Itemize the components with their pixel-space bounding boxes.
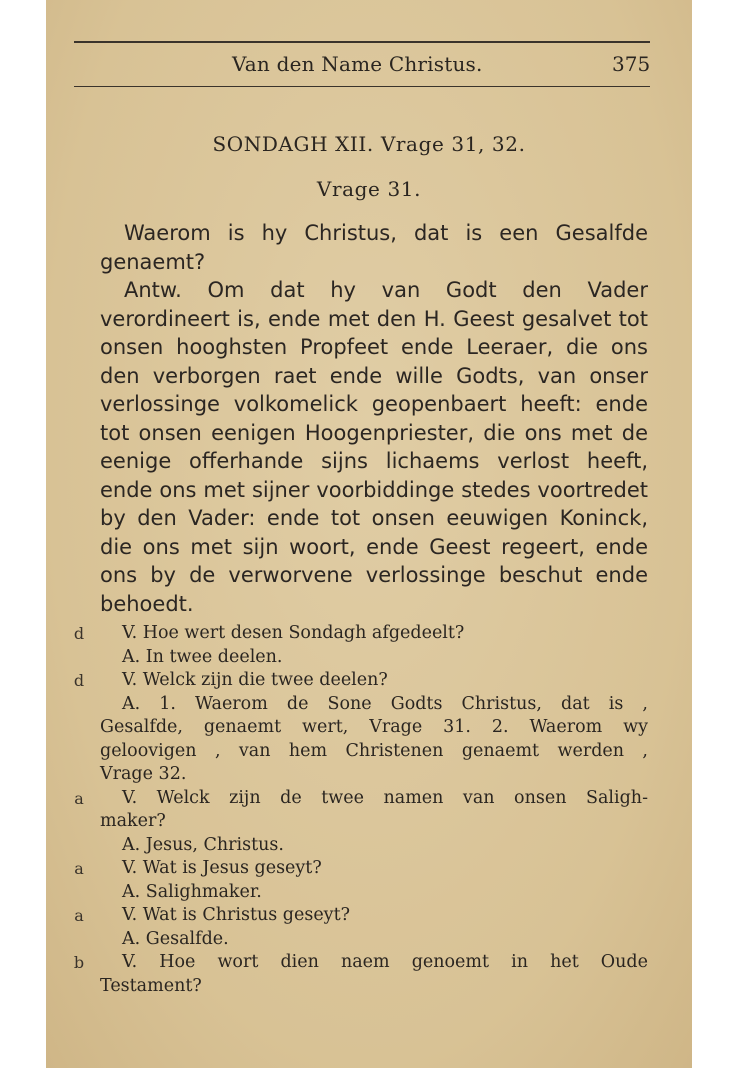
catechism-line (0, 646, 738, 670)
line-text: A. Jesus, Christus. (122, 834, 284, 855)
question-heading-text: Vrage 31. (316, 177, 422, 201)
section-heading (0, 132, 738, 156)
line-text: V. Wat is Jesus geseyt? (122, 858, 322, 878)
catechism-line (0, 951, 738, 975)
line-text: A. Gesalfde. (122, 928, 229, 949)
line-marker: d (73, 624, 85, 643)
section-heading-text: SONDAGH XII. Vrage 31, 32. (212, 132, 526, 156)
line-text: V. Welck zijn de twee namen van onsen Saligh- (122, 787, 648, 808)
header-bottom-rule (74, 86, 650, 87)
catechism-line (0, 928, 738, 952)
line-marker: a (74, 788, 84, 808)
catechism-line (0, 881, 738, 905)
catechism-line (0, 716, 738, 740)
line-text: V. Hoe wert desen Sondagh afgedeelt? (122, 623, 465, 643)
line-text: maker? (100, 811, 166, 831)
line-text: Vrage 32. (100, 764, 187, 784)
catechism-line (0, 763, 738, 787)
catechism-line (0, 787, 738, 811)
line-text: A. Salighmaker. (122, 881, 262, 902)
line-text: V. Hoe wort dien naem genoemt in het Oude (122, 952, 648, 972)
line-text: Gesalfde, genaemt wert, Vrage 31. 2. Waerom wy (100, 717, 648, 737)
answer-paragraph (100, 276, 648, 618)
line-marker: a (74, 906, 84, 925)
running-header-title: Van den Name Christus. (232, 52, 483, 76)
question-paragraph-text: Waerom is hy Christus, dat is een Gesalfde genaemt? (100, 221, 648, 274)
catechism-line (0, 740, 738, 764)
line-marker: b (73, 953, 85, 972)
catechism-line (0, 810, 738, 834)
answer-paragraph-text: Antw. Om dat hy van Godt den Vader verordineert is, ende met den H. Geest gesalvet tot onsen hooghsten Propfeet ende Leeraer, die ons den verborgen raet ende wille Godts, van onser verlossinge volkomelick geopenbaert heeft: ende tot onsen eenigen Hoogenpriester, die ons met de eenige offerhande sijns lichaems verlost heeft, ende ons met sijner voorbiddinge stedes voortredet by den Vader: ende tot onsen eeuwigen Koninck, die ons met sijn woort, ende Geest regeert, ende ons by de verworvene verlossinge beschut ende behoedt. (100, 278, 648, 616)
catechism-line (0, 975, 738, 999)
catechism-line (0, 834, 738, 858)
catechism-section (0, 622, 738, 998)
line-text: Testament? (100, 975, 202, 996)
question-paragraph (100, 219, 648, 276)
page-number: 375 (612, 52, 651, 76)
line-text: A. In twee deelen. (122, 646, 283, 667)
line-text: A. 1. Waerom de Sone Godts Christus, dat is , (122, 693, 648, 714)
catechism-line (0, 904, 738, 928)
catechism-line (0, 693, 738, 717)
line-text: V. Wat is Christus geseyt? (122, 905, 350, 925)
line-marker: a (74, 859, 84, 878)
question-heading (0, 177, 738, 201)
catechism-line (0, 669, 738, 693)
header-top-rule (74, 41, 650, 43)
line-text: geloovigen , van hem Christenen genaemt werden , (100, 740, 648, 761)
catechism-line (0, 857, 738, 881)
line-text: V. Welck zijn die twee deelen? (122, 670, 388, 690)
catechism-line (0, 622, 738, 646)
line-marker: d (73, 671, 85, 690)
